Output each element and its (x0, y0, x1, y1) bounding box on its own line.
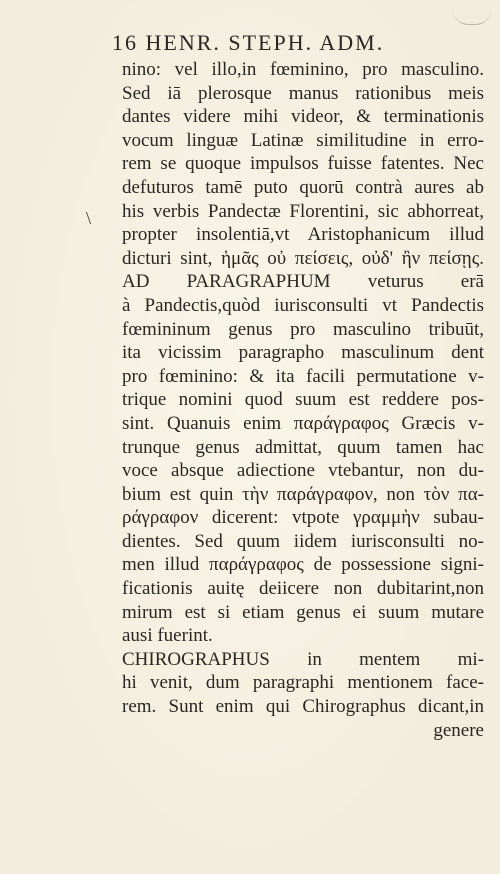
text-line: sint. Quanuis enim παράγραφος Græcis v- (122, 412, 484, 434)
page-edge-mark (452, 8, 492, 25)
text-line: mirum est si etiam genus ei suum mutare (122, 601, 484, 623)
text-line: his verbis Pandectæ Florentini, sic abhorreat, (122, 200, 484, 222)
text-line: propter insolentiā,vt Aristophanicum illud (122, 224, 484, 246)
text-line: vocum linguæ Latinæ similitudine in erro- (122, 129, 484, 151)
text-line: ficationis auitę deiicere non dubitarint,non (122, 578, 484, 600)
text-line: voce absque adiectione vtebantur, non du- (122, 460, 484, 482)
text-line: fœmininum genus pro masculino tribuūt, (122, 318, 484, 340)
text-line: Sed iā plerosque manus rationibus meis (122, 82, 484, 104)
text-line: dicturi sint, ἡμᾶς οὐ πείσεις, οὐδ' ἢν πείσῃς. (122, 247, 484, 269)
body-text (122, 58, 484, 742)
text-line: ράγραφον dicerent: vtpote γραμμὴν subau- (122, 507, 484, 529)
margin-mark: \ (86, 208, 92, 228)
text-line: hi venit, dum paragraphi mentionem face- (122, 672, 484, 694)
text-line: defuturos tamē puto quorū contrà aures ab (122, 176, 484, 198)
catchword: genere (433, 719, 484, 741)
text-line: bium est quin τὴν παράγραφον, non τὸν πα- (122, 483, 484, 505)
text-line: dientes. Sed quum iidem iurisconsulti no- (122, 530, 484, 552)
section-heading-line: CHIROGRAPHUS in mentem mi- (122, 648, 484, 670)
text-line: à Pandectis,quòd iurisconsulti vt Pandectis (122, 294, 484, 316)
text-line: dantes videre mihi videor, & terminationis (122, 106, 484, 128)
text-line: trunque genus admittat, quum tamen hac (122, 436, 484, 458)
text-line: ita vicissim paragrapho masculinum dent (122, 342, 484, 364)
text-line: pro fœminino: & ita facili permutatione v- (122, 365, 484, 387)
running-head: 16 HENR. STEPH. ADM. (112, 30, 385, 55)
section-heading-line: AD PARAGRAPHUM veturus erā (122, 271, 484, 293)
text-line: men illud παράγραφος de possessione signi- (122, 554, 484, 576)
text-line: rem. Sunt enim qui Chirographus dicant,in (122, 696, 484, 718)
text-line: rem se quoque impulsos fuisse fatentes. Nec (122, 153, 484, 175)
text-line: nino: vel illo,in fœminino, pro masculino. (122, 59, 484, 80)
text-line: ausi fuerint. (122, 625, 213, 647)
text-line: trique nomini quod suum est reddere pos- (122, 389, 484, 411)
